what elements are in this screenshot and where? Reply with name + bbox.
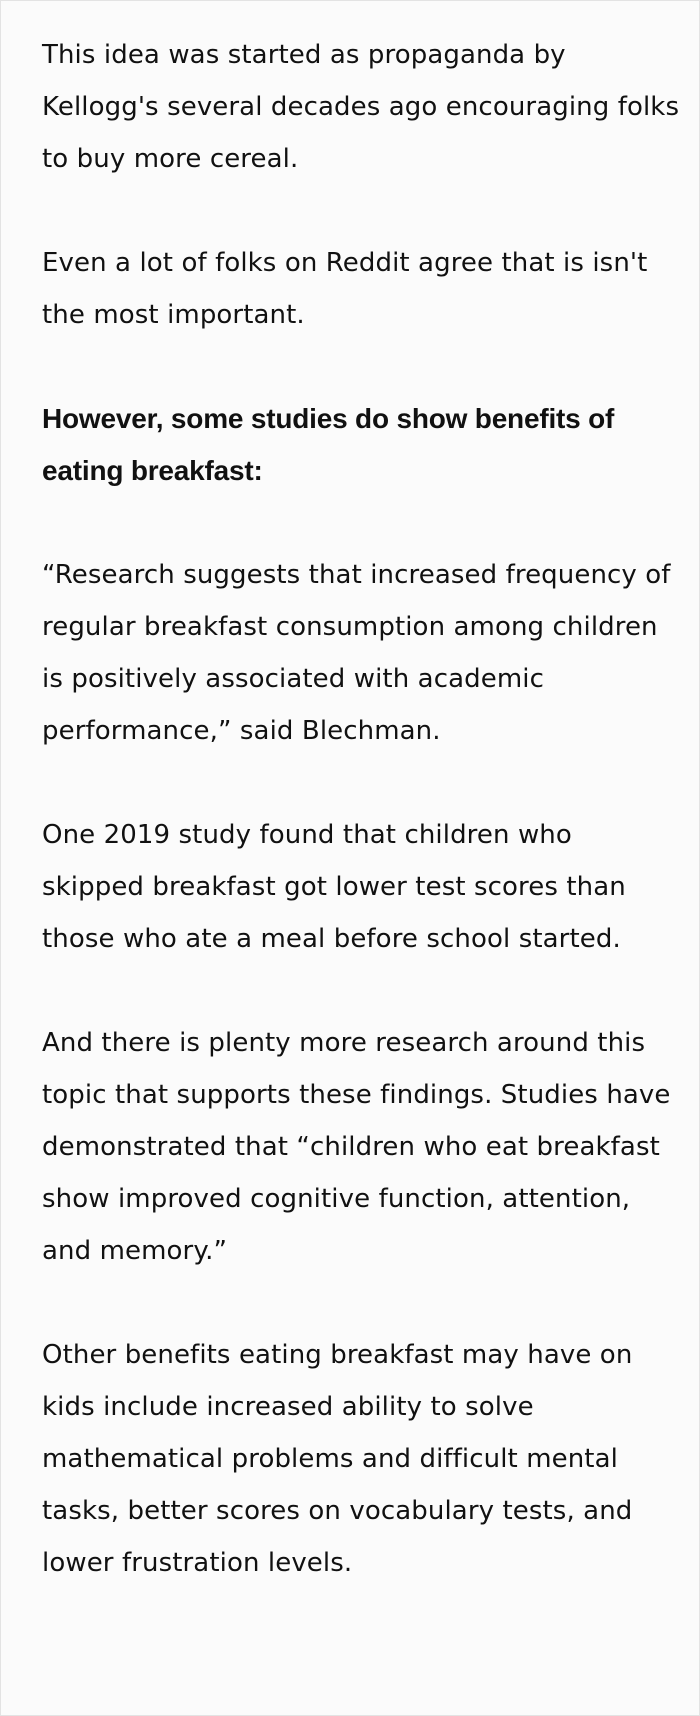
paragraph-heading-benefits: However, some studies do show benefits of eating breakfast: xyxy=(42,403,615,486)
paragraph-intro: This idea was started as propaganda by Kellogg's several decades ago encouraging folks to buy more cereal. xyxy=(42,40,680,174)
article-body xyxy=(42,29,682,1641)
paragraph-reddit: Even a lot of folks on Reddit agree that is isn't the most important. xyxy=(42,248,648,330)
paragraph-other-benefits: Other benefits eating breakfast may have on kids include increased ability to solve mathematical problems and difficult mental tasks, better scores on vocabulary tests, and lower frustration levels. xyxy=(42,1340,633,1578)
paragraph-more-research: And there is plenty more research around this topic that supports these findings. Studies have demonstrated that “children who eat breakfast show improved cognitive function, attention, and memory.” xyxy=(42,1028,671,1266)
paragraph-quote-blechman: “Research suggests that increased frequency of regular breakfast consumption among children is positively associated with academic performance,” said Blechman. xyxy=(42,560,671,746)
paragraph-2019-study: One 2019 study found that children who skipped breakfast got lower test scores than those who ate a meal before school started. xyxy=(42,820,626,954)
